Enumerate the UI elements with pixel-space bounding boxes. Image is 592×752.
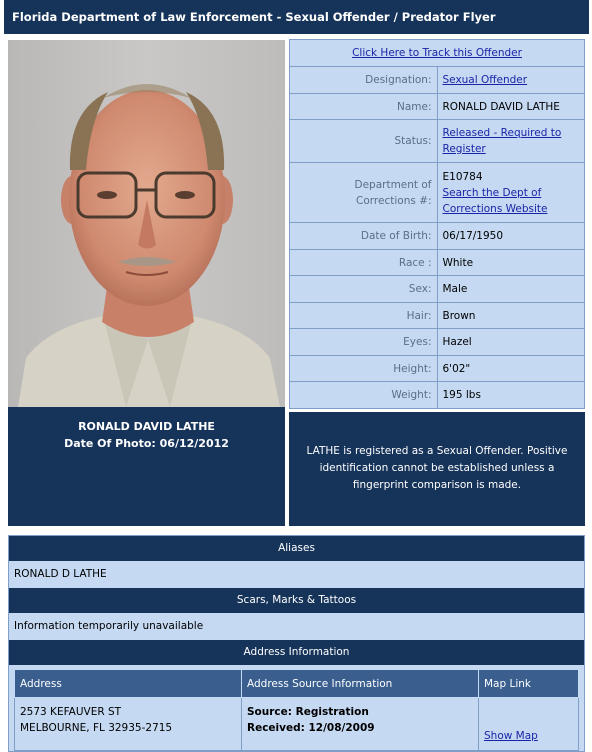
source-column-header: Address Source Information: [242, 670, 479, 698]
map-column-header: Map Link: [479, 670, 579, 698]
designation-label: Designation:: [290, 67, 438, 94]
track-cell: [290, 40, 585, 67]
details-panel: [8, 535, 585, 752]
notice-text: LATHE is registered as a Sexual Offender. Positive identification cannot be established unless a fingerprint comparison is made.: [306, 445, 568, 491]
doc-label: Department of Corrections #:: [290, 163, 438, 223]
race-label: Race :: [290, 250, 438, 276]
sex-label: Sex:: [290, 276, 438, 303]
alias-value: RONALD D LATHE: [14, 568, 107, 580]
address-table: [14, 669, 579, 751]
weight-value: 195 lbs: [437, 382, 585, 409]
address-source: Source: Registration: [247, 706, 369, 718]
eyes-label: Eyes:: [290, 329, 438, 356]
designation-link[interactable]: Sexual Offender: [442, 74, 528, 86]
weight-label: Weight:: [290, 382, 438, 409]
offender-info-table: [289, 39, 585, 409]
track-offender-link[interactable]: Click Here to Track this Offender: [352, 47, 522, 59]
address-received: Received: 12/08/2009: [247, 722, 375, 734]
scars-heading: Scars, Marks & Tattoos: [9, 588, 584, 613]
height-label: Height:: [290, 356, 438, 382]
status-link[interactable]: Released - Required to Register: [442, 127, 562, 155]
height-value: 6'02": [437, 356, 585, 382]
aliases-heading: Aliases: [9, 536, 584, 561]
doc-cell: [437, 163, 585, 223]
offender-name-caption: RONALD DAVID LATHE: [78, 420, 215, 433]
show-map-link[interactable]: Show Map: [484, 730, 538, 742]
address-street: 2573 KEFAUVER ST: [20, 706, 122, 718]
dob-value: 06/17/1950: [437, 223, 585, 250]
status-label: Status:: [290, 120, 438, 163]
race-value: White: [437, 250, 585, 276]
doc-search-link[interactable]: Search the Dept of Corrections Website: [442, 186, 548, 215]
page-header: [4, 0, 589, 34]
hair-value: Brown: [437, 303, 585, 329]
sex-value: Male: [437, 276, 585, 303]
doc-number: E10784: [442, 170, 483, 183]
photo-caption: [8, 407, 285, 526]
eyes-value: Hazel: [437, 329, 585, 356]
address-column-header: Address: [15, 670, 242, 698]
name-value: RONALD DAVID LATHE: [437, 94, 585, 120]
name-label: Name:: [290, 94, 438, 120]
date-of-photo: Date Of Photo: 06/12/2012: [64, 437, 229, 450]
status-cell: [437, 120, 585, 163]
hair-label: Hair:: [290, 303, 438, 329]
scars-value: Information temporarily unavailable: [14, 620, 204, 632]
dob-label: Date of Birth:: [290, 223, 438, 250]
address-heading: Address Information: [9, 640, 584, 665]
page-title: Florida Department of Law Enforcement - Sexual Offender / Predator Flyer: [12, 10, 496, 24]
offender-photo: [8, 40, 285, 407]
registration-notice: [289, 412, 585, 526]
designation-cell: [437, 67, 585, 94]
address-city: MELBOURNE, FL 32935-2715: [20, 722, 173, 734]
